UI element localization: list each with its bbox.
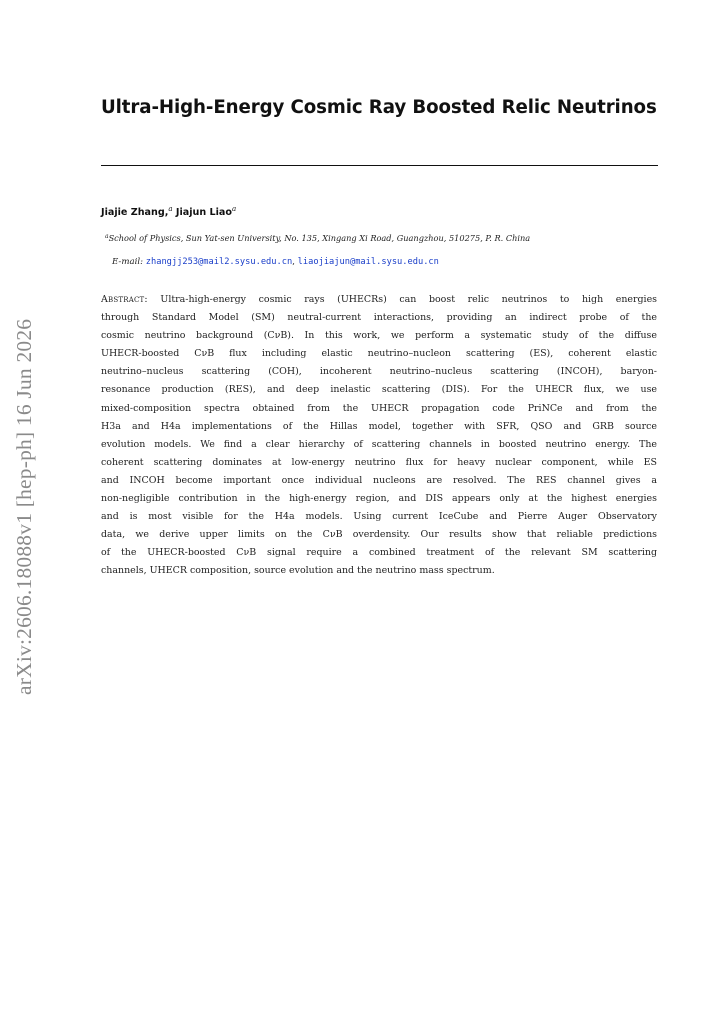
title-divider <box>101 165 658 166</box>
arxiv-identifier-stamp: arXiv:2606.18088v1 [hep-ph] 16 Jun 2026 <box>12 318 36 695</box>
abstract-line: coherent scattering dominates at low-energy neutrino flux for heavy nuclear component, while ES <box>101 456 657 468</box>
abstract-line: of the UHECR-boosted CνB signal require a combined treatment of the relevant SM scattering <box>101 547 657 559</box>
affiliation-mark: a <box>105 233 109 240</box>
abstract-line: mixed-composition spectra obtained from the UHECR propagation code PriNCe and from the <box>101 402 657 414</box>
affiliation-text: School of Physics, Sun Yat-sen University, No. 135, Xingang Xi Road, Guangzhou, 510275, P. R. China <box>108 233 531 243</box>
email-label: E-mail: <box>112 257 144 267</box>
abstract-line: resonance production (RES), and deep inelastic scattering (DIS). For the UHECR flux, we use <box>101 384 657 396</box>
affiliation <box>105 233 530 243</box>
abstract-line: neutrino–nucleus scattering (COH), incoherent neutrino–nucleus scattering (INCOH), baryon- <box>101 366 657 378</box>
abstract-line: H3a and H4a implementations of the Hillas model, together with SFR, QSO and GRB source <box>101 420 657 432</box>
abstract-line <box>101 291 657 309</box>
paper-title: Ultra-High-Energy Cosmic Ray Boosted Relic Neutrinos <box>101 97 657 118</box>
abstract-line-text: Ultra-high-energy cosmic rays (UHECRs) can boost relic neutrinos to high energies <box>160 294 657 305</box>
affiliation-mark: a <box>231 205 237 213</box>
abstract-line: and is most visible for the H4a models. Using current IceCube and Pierre Auger Observatory <box>101 511 657 523</box>
abstract-line: data, we derive upper limits on the CνB overdensity. Our results show that reliable predictions <box>101 529 657 541</box>
email-separator: , <box>292 257 298 267</box>
abstract-line: through Standard Model (SM) neutral-current interactions, providing an indirect probe of the <box>101 312 657 324</box>
abstract-line: evolution models. We find a clear hierarchy of scattering channels in boosted neutrino energy. The <box>101 438 657 450</box>
abstract-line: and INCOH become important once individual nucleons are resolved. The RES channel gives a <box>101 474 657 486</box>
author-list <box>101 207 236 218</box>
affiliation-mark: a <box>168 205 173 213</box>
abstract-line: cosmic neutrino background (CνB). In this work, we perform a systematic study of the diffuse <box>101 330 657 342</box>
email-line <box>112 257 439 267</box>
abstract-heading: Abstract: <box>101 294 148 305</box>
author-name: Jiajie Zhang, <box>101 207 169 218</box>
abstract-line: UHECR-boosted CνB flux including elastic neutrino–nucleon scattering (ES), coherent elastic <box>101 348 657 360</box>
abstract-line: channels, UHECR composition, source evolution and the neutrino mass spectrum. <box>101 565 495 577</box>
email-link[interactable]: liaojiajun@mail.sysu.edu.cn <box>297 257 439 267</box>
email-link[interactable]: zhangjj253@mail2.sysu.edu.cn <box>145 257 293 267</box>
abstract-line: non-negligible contribution in the high-energy region, and DIS appears only at the highest energies <box>101 493 657 505</box>
abstract <box>101 291 657 581</box>
author-name: Jiajun Liao <box>175 207 232 218</box>
